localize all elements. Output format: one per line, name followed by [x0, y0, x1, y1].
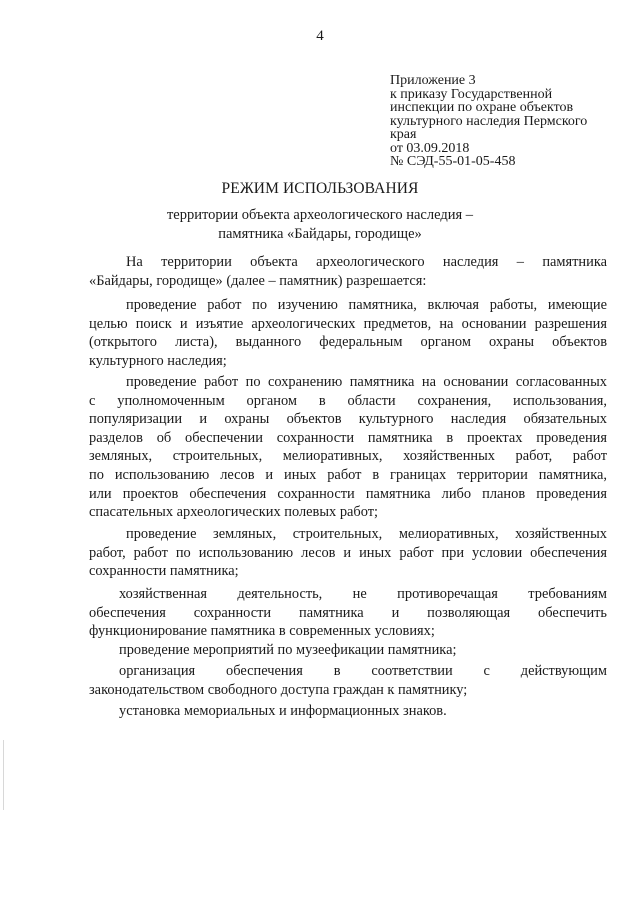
- body-line: работ, работ по использованию лесов и иных работ при условии обеспечения: [89, 544, 607, 561]
- body-line: проведение работ по сохранению памятника на основании согласованных: [126, 374, 607, 390]
- subtitle-line: территории объекта археологического наследия –: [166, 207, 474, 223]
- appendix-line: культурного наследия Пермского: [390, 113, 588, 129]
- body-line: популяризации и охраны объектов культурного наследия обязательных: [89, 411, 607, 428]
- body-line: организация обеспечения в соответствии с действующим: [119, 663, 607, 679]
- body-line: сохранности памятника;: [89, 563, 239, 580]
- list-item-research: [89, 296, 607, 370]
- list-item-works: [89, 525, 607, 581]
- document-subtitle: [0, 206, 640, 244]
- body-line: проведение земляных, строительных, мелиоративных, хозяйственных: [126, 526, 607, 542]
- body-line: хозяйственная деятельность, не противоречащая требованиям: [119, 586, 607, 602]
- appendix-block: [390, 74, 625, 169]
- body-line: целью поиск и изъятие археологических предметов, на основании разрешения: [89, 315, 607, 332]
- body-line: спасательных археологических полевых работ;: [89, 504, 379, 521]
- body-line: культурного наследия;: [89, 352, 227, 369]
- list-item-signs: [89, 702, 607, 721]
- subtitle-line: памятника «Байдары, городище»: [218, 226, 422, 242]
- body-line: разделов об обеспечении сохранности памятника в проектах проведения: [89, 429, 607, 446]
- body-line: «Байдары, городище» (далее – памятник) разрешается:: [89, 272, 427, 289]
- appendix-line: края: [390, 127, 417, 142]
- body-line: (открытого листа), выданного федеральным органом охраны объектов: [89, 334, 607, 351]
- appendix-line: от 03.09.2018: [390, 140, 470, 156]
- body-line: функционирование памятника в современных условиях;: [89, 623, 435, 640]
- body-line: или проектов обеспечения сохранности памятника либо планов проведения: [89, 485, 607, 502]
- list-item-access: [89, 662, 607, 699]
- body-line: законодательством свободного доступа граждан к памятнику;: [89, 681, 468, 698]
- scan-artifact-line: [3, 740, 4, 810]
- appendix-line: № СЭД-55-01-05-458: [390, 154, 516, 169]
- body-line: обеспечения сохранности памятника и позволяющая обеспечить: [89, 604, 607, 621]
- body-line: с уполномоченным органом в области сохранения, использования,: [89, 392, 607, 409]
- intro-paragraph: [89, 253, 607, 290]
- body-line: земляных, строительных, мелиоративных, хозяйственных работ, работ: [89, 448, 607, 465]
- body-line: проведение мероприятий по музеефикации памятника;: [119, 642, 457, 658]
- body-line: по использованию лесов и иных работ в границах территории памятника,: [89, 466, 607, 483]
- appendix-line: инспекции по охране объектов: [390, 100, 574, 115]
- list-item-preservation: [89, 373, 607, 522]
- document-title: РЕЖИМ ИСПОЛЬЗОВАНИЯ: [221, 180, 419, 197]
- body-line: установка мемориальных и информационных знаков.: [119, 703, 447, 719]
- body-line: На территории объекта археологического наследия – памятника: [126, 254, 607, 270]
- body-line: проведение работ по изучению памятника, включая работы, имеющие: [126, 297, 607, 313]
- page-number: 4: [316, 28, 324, 44]
- list-item-economic: [89, 585, 607, 641]
- appendix-line: к приказу Государственной: [390, 86, 553, 102]
- appendix-line: Приложение 3: [390, 73, 476, 88]
- list-item-museum: [89, 641, 607, 660]
